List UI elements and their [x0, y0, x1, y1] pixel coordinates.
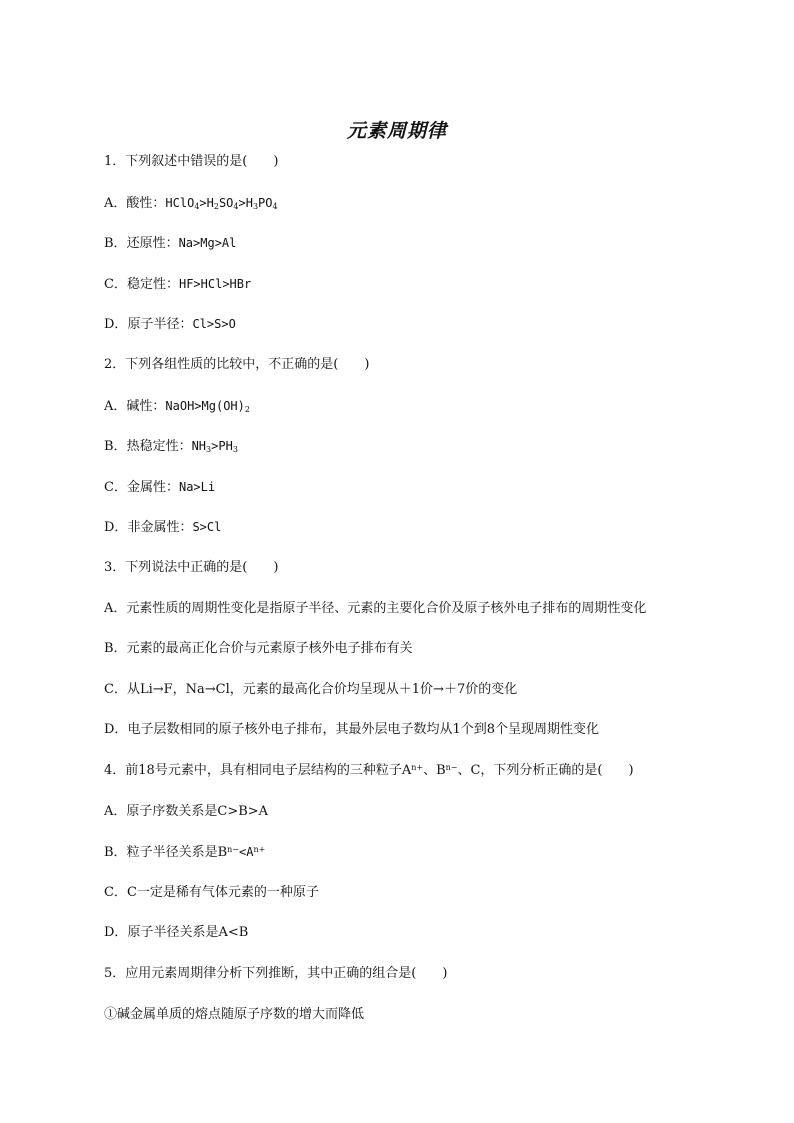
- option-label: C．: [104, 276, 127, 292]
- option-label: C．: [104, 884, 127, 900]
- option-text: 碱性：: [126, 398, 166, 414]
- answer-option: [104, 641, 413, 657]
- question-stem: 2．下列各组性质的比较中，不正确的是( ): [104, 357, 370, 372]
- answer-option: [104, 682, 517, 698]
- option-label: B．: [104, 439, 127, 455]
- option-text: 碱金属单质的熔点随原子序数的增大而降低: [117, 1006, 365, 1022]
- option-text: C一定是稀有气体元素的一种原子: [126, 884, 319, 900]
- option-formula: $HClO_4>H_2SO_4>H_3PO_4$: [165, 195, 278, 211]
- question-stem: 3．下列说法中正确的是( ): [104, 560, 279, 575]
- option-text: 热稳定性：: [126, 439, 192, 455]
- answer-option: [104, 519, 221, 536]
- option-text: 金属性：: [126, 479, 179, 495]
- option-label: D．: [104, 520, 128, 536]
- option-label: C．: [104, 681, 127, 697]
- answer-option: [104, 235, 236, 252]
- question-stem: 1．下列叙述中错误的是( ): [104, 154, 279, 169]
- option-text: 元素的最高正化合价与元素原子核外电子排布有关: [126, 641, 413, 657]
- answer-option: [104, 316, 236, 333]
- option-formula: Cl>S>O: [192, 317, 236, 332]
- option-label: A．: [104, 803, 127, 819]
- answer-option: [104, 398, 250, 415]
- option-formula: $NH_3>PH_3$: [191, 439, 238, 455]
- answer-option: [104, 601, 646, 617]
- question-stem: 4．前18号元素中，具有相同电子层结构的三种粒子$A^{n+}$、$B^{n-}$、C，下列分析正确的是( ): [104, 763, 634, 778]
- question-stem: 5．应用元素周期律分析下列推断，其中正确的组合是( ): [104, 966, 448, 981]
- option-text: 原子半径：: [127, 317, 193, 333]
- option-formula: S>Cl: [192, 520, 222, 535]
- option-formula: Na>Mg>Al: [178, 236, 237, 251]
- option-text: 原子半径关系是A<B: [127, 925, 249, 941]
- answer-option: [104, 438, 238, 455]
- option-formula: HF>HCl>HBr: [178, 276, 252, 291]
- option-label: ①: [104, 1006, 118, 1022]
- option-label: C．: [104, 479, 127, 495]
- answer-option: [104, 885, 319, 901]
- option-label: B．: [104, 845, 127, 861]
- option-label: D．: [104, 722, 128, 738]
- option-text: 还原性：: [126, 236, 179, 252]
- answer-option: [104, 722, 599, 738]
- answer-option: [104, 195, 278, 212]
- answer-option: [104, 1007, 364, 1023]
- document-title: 元素周期律: [346, 120, 447, 142]
- answer-option: [104, 276, 251, 293]
- option-text: 粒子半径关系是B: [126, 845, 228, 861]
- answer-option: [104, 925, 248, 941]
- option-formula: Na>Li: [178, 479, 216, 494]
- option-text: 电子层数相同的原子核外电子排布，其最外层电子数均从1个到8个呈现周期性变化: [127, 722, 599, 738]
- option-label: B．: [104, 641, 127, 657]
- option-label: D．: [104, 925, 128, 941]
- option-text: 元素性质的周期性变化是指原子半径、元素的主要化合价及原子核外电子排布的周期性变化: [126, 600, 647, 616]
- option-text: 稳定性：: [126, 276, 179, 292]
- option-label: A．: [104, 195, 127, 211]
- answer-option: [104, 844, 265, 861]
- option-formula: $NaOH>Mg(OH)_2$: [165, 398, 250, 414]
- option-label: A．: [104, 600, 127, 616]
- answer-option: [104, 804, 268, 820]
- option-text: 从Li→F，Na→Cl，元素的最高化合价均呈现从＋1价→＋7价的变化: [126, 681, 518, 697]
- option-label: A．: [104, 398, 127, 414]
- option-text: 原子序数关系是C>B>A: [126, 803, 269, 819]
- option-text: 非金属性：: [127, 520, 193, 536]
- answer-option: [104, 479, 215, 496]
- option-label: D．: [104, 317, 128, 333]
- option-label: B．: [104, 236, 127, 252]
- option-text: 酸性：: [126, 195, 166, 211]
- option-formula: $^{n-}<A^{n+}$: [227, 845, 266, 860]
